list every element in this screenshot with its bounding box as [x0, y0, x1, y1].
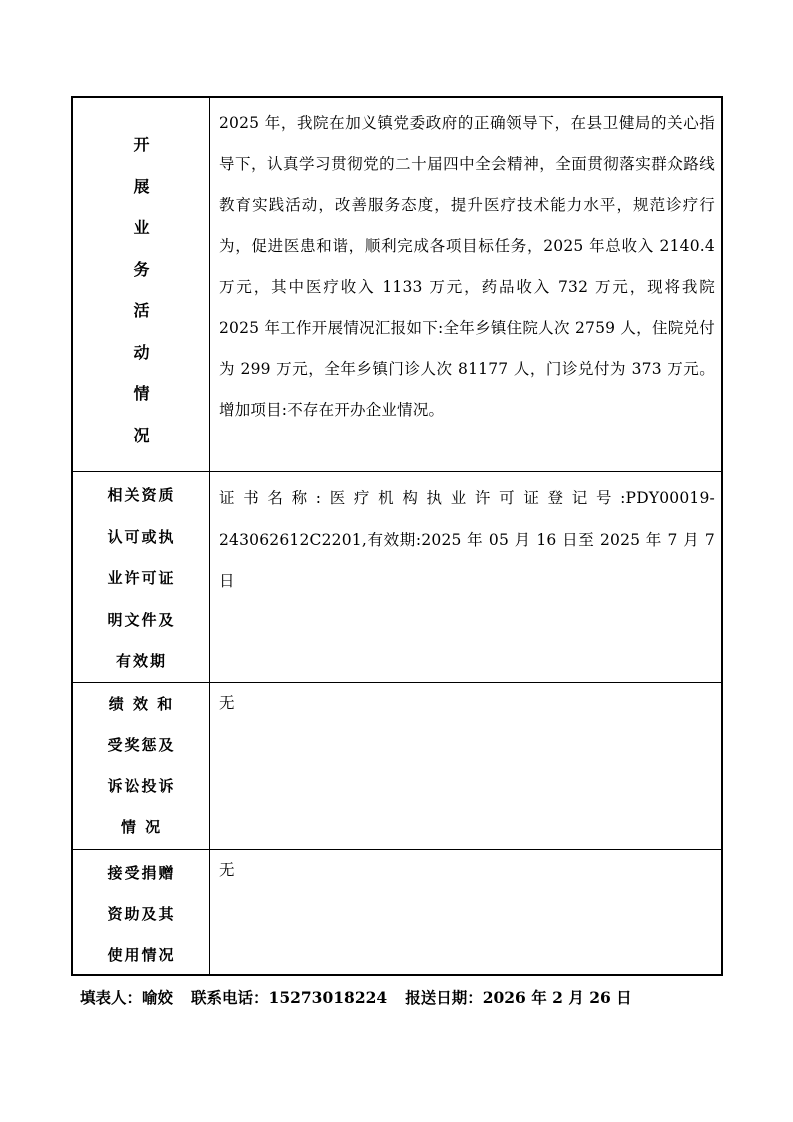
- label-line: 接受捐赠: [107, 864, 176, 882]
- label-char: 况: [133, 425, 150, 445]
- row-performance-awards: [73, 683, 721, 850]
- form-footer: [80, 986, 730, 1010]
- donations-text: 无: [219, 861, 235, 879]
- label-char: 开: [133, 135, 150, 154]
- label-line: 情 况: [120, 818, 163, 836]
- report-table: [71, 96, 723, 976]
- filler-label: 填表人：: [80, 988, 143, 1007]
- label-line: 受奖惩及: [107, 736, 176, 754]
- phone-number: 15273018224: [268, 988, 388, 1007]
- label-line: 相关资质: [107, 486, 176, 504]
- label-line: 绩 效 和: [108, 695, 175, 713]
- label-business-activities: [73, 98, 210, 471]
- label-donations: [73, 850, 210, 974]
- label-line: 诉讼投诉: [107, 777, 176, 795]
- row-license-documents: [73, 472, 721, 683]
- label-line: 使用情况: [107, 946, 176, 964]
- label-char: 展: [133, 176, 150, 196]
- label-performance-awards: [73, 683, 210, 849]
- report-date: 2026 年 2 月 26 日: [482, 988, 632, 1007]
- label-char: 活: [133, 301, 150, 320]
- label-char: 务: [133, 259, 150, 279]
- row-business-activities: [73, 98, 721, 472]
- content-donations: [219, 850, 715, 974]
- label-line: 业许可证: [107, 569, 176, 587]
- label-line: 资助及其: [107, 905, 176, 923]
- label-line: 有效期: [115, 652, 167, 670]
- filler-name: 喻姣: [142, 988, 174, 1007]
- content-performance-awards: [219, 683, 715, 849]
- row-donations: [73, 850, 721, 974]
- label-line: 认可或执: [107, 527, 176, 546]
- phone-label: 联系电话：: [191, 988, 269, 1007]
- label-char: 动: [133, 342, 150, 362]
- label-char: 情: [133, 384, 150, 403]
- label-license-documents: [73, 472, 210, 682]
- activities-text: 2025 年，我院在加义镇党委政府的正确领导下，在县卫健局的关心指导下，认真学习贯彻党的二十届四中全会精神，全面贯彻落实群众路线教育实践活动，改善服务态度，提升医疗技术能力水平，规范诊疗行为，促进医患和谐，顺利完成各项目标任务，2025 年总收入 2140.4 万元，其中医疗收入 1133 万元，药品收入 732 万元，现将我院 2025 年工作开展情况汇报如下:全年乡镇住院人次 2759 人，住院兑付为 299 万元，全年乡镇门诊人次 81177 人，门诊兑付为 373 万元。增加项目:不存在开办企业情况。: [219, 114, 715, 419]
- content-license-documents: [219, 472, 715, 682]
- performance-text: 无: [219, 694, 235, 712]
- label-char: 业: [133, 218, 150, 237]
- date-label: 报送日期：: [405, 988, 483, 1007]
- label-line: 明文件及: [107, 610, 176, 629]
- license-text: 证书名称:医疗机构执业许可证登记号:PDY00019-243062612C2201,有效期:2025 年 05 月 16 日至 2025 年 7 月 7 日: [219, 489, 715, 590]
- content-business-activities: [219, 98, 715, 471]
